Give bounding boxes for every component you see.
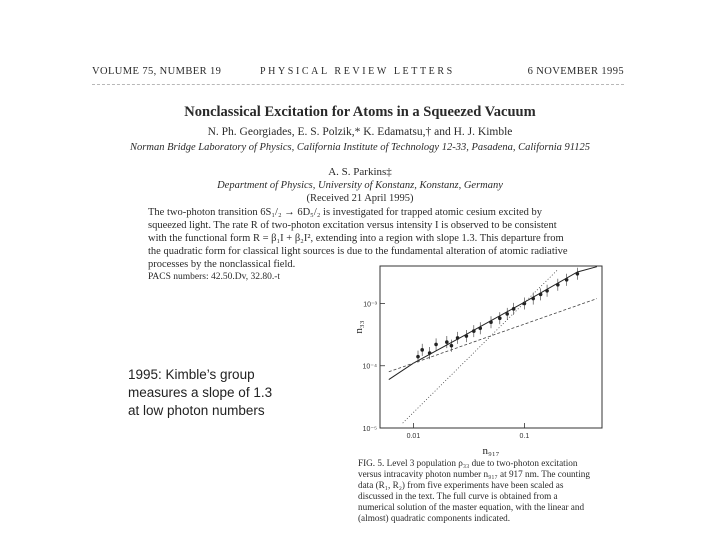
figure-caption	[358, 458, 624, 524]
paper-title: Nonclassical Excitation for Atoms in a Squeezed Vacuum	[184, 104, 536, 120]
y-tick-label: 10⁻⁵	[362, 426, 377, 433]
full-curve-line	[389, 267, 597, 380]
caption-line: versus intracavity photon number n₉₁₇ at 917 nm. The counting	[358, 469, 590, 479]
abstract-line: processes by the nonclassical field.	[148, 259, 296, 270]
data-point	[445, 340, 449, 344]
x-tick-label: 0.01	[406, 433, 421, 440]
pacs-numbers: PACS numbers: 42.50.Dv, 32.80.-t	[148, 272, 281, 282]
caption-line: discussed in the text. The full curve is obtained from a	[358, 491, 558, 501]
affiliation-caltech: Norman Bridge Laboratory of Physics, California Institute of Technology 12-33, Pasadena, California 91125	[130, 142, 590, 153]
caption-line: FIG. 5. Level 3 population ρ₃₃ due to two-photon excitation	[358, 458, 578, 468]
plot-frame	[380, 266, 602, 428]
journal-header	[92, 66, 624, 80]
caption-line: data (R₁, R₂) from five experiments have been scaled as	[358, 480, 564, 490]
author-list: N. Ph. Georgiades, E. S. Polzik,* K. Edamatsu,† and H. J. Kimble	[207, 126, 513, 138]
quadratic-component-line	[403, 270, 558, 424]
slide-annotation	[128, 366, 348, 420]
data-point	[450, 344, 454, 348]
volume-number: VOLUME 75, NUMBER 19	[92, 66, 222, 77]
annotation-line: measures a slope of 1.3	[128, 385, 273, 400]
annotation-line: 1995: Kimble’s group	[128, 367, 255, 382]
data-point	[434, 343, 438, 347]
header-rule	[92, 84, 624, 85]
data-point	[420, 348, 424, 352]
annotation-line: at low photon numbers	[128, 403, 265, 418]
abstract-line: The two-photon transition 6S₁/₂ → 6D₅/₂ is investigated for trapped atomic cesium excited by	[148, 207, 543, 218]
journal-name: PHYSICAL REVIEW LETTERS	[260, 66, 455, 77]
abstract-line: with the functional form R = β₁I + β₂I², extending into a region with slope 1.3. This departure from	[148, 233, 564, 244]
y-axis-label: n₃₃	[353, 320, 365, 334]
figure-5-plot	[350, 262, 610, 462]
caption-line: numerical solution of the master equation, with the linear and	[358, 502, 585, 512]
author-parkins: A. S. Parkins‡	[328, 166, 392, 178]
y-tick-label: 10⁻⁴	[362, 363, 377, 371]
data-point	[416, 355, 420, 359]
abstract-line: the quadratic form for classical light sources is due to the fundamental alteration of atomic radiative	[148, 246, 568, 257]
x-axis-label: n₉₁₇	[482, 445, 500, 457]
linear-component-line	[389, 299, 597, 372]
received-date: (Received 21 April 1995)	[306, 193, 414, 204]
affiliation-konstanz: Department of Physics, University of Konstanz, Konstanz, Germany	[217, 180, 503, 191]
x-tick-label: 0.1	[519, 433, 530, 440]
y-tick-label: 10⁻³	[363, 301, 377, 309]
caption-line: (almost) quadratic components indicated.	[358, 513, 511, 523]
abstract-line: squeezed light. The rate R of two-photon excitation versus intensity I is observed to be consistent	[148, 220, 557, 231]
chart-svg	[350, 262, 610, 462]
issue-date: 6 NOVEMBER 1995	[527, 66, 624, 77]
